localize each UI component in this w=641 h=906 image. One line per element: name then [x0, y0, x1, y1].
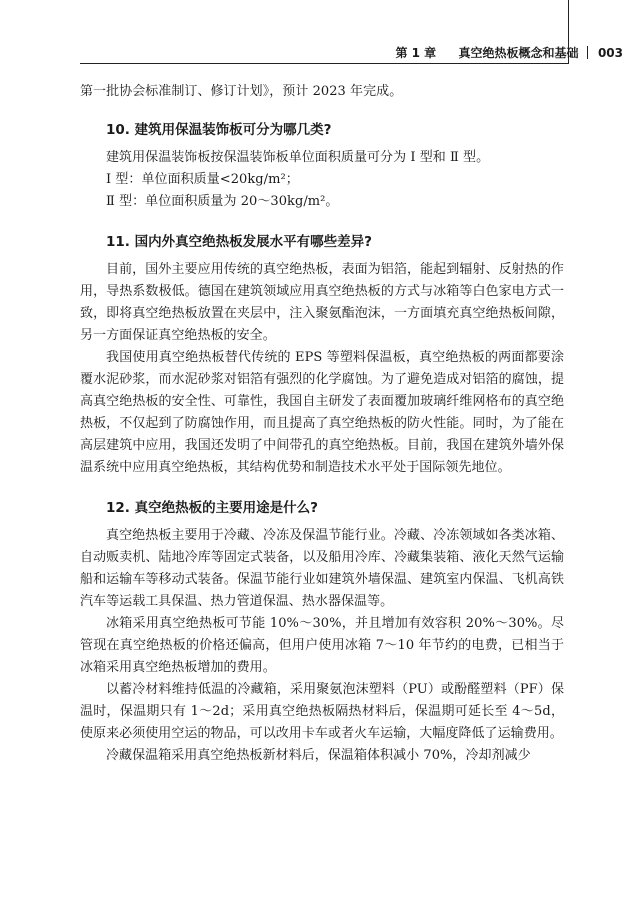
question-10-heading: 10. 建筑用保温装饰板可分为哪几类?: [106, 122, 332, 138]
header-separator: [587, 46, 588, 59]
continued-paragraph: 第一批协会标准制订、修订计划》，预计 2023 年完成。: [80, 84, 403, 99]
running-header: [395, 44, 623, 61]
page-body: [80, 81, 564, 767]
q12-paragraph-1: 真空绝热板主要用于冷藏、冷冻及保温节能行业。冷藏、冷冻领域如各类冰箱、自动贩卖机、陆地冷库等固定式装备，以及船用冷库、冷藏集装箱、液化天然气运输船和运输车等移动式装备。保温节能行业如建筑外墙保温、建筑室内保温、飞机高铁汽车等运载工具保温、热力管道保温、热水器保温等。: [80, 528, 564, 609]
chapter-title: 真空绝热板概念和基础: [458, 46, 579, 60]
q11-paragraph-1: 目前，国外主要应用传统的真空绝热板，表面为铝箔，能起到辐射、反射热的作用，导热系数极低。德国在建筑领域应用真空绝热板的方式与冰箱等白色家电方式一致，即将真空绝热板放置在夹层中，注入聚氨酯泡沫，一方面填充真空绝热板间隙，另一方面保证真空绝热板的安全。: [80, 262, 564, 343]
chapter-label: 第 1 章: [395, 46, 437, 60]
q10-type-2: Ⅱ 型：单位面积质量为 20～30kg/m²。: [106, 194, 339, 209]
q12-paragraph-4: 冷藏保温箱采用真空绝热板新材料后，保温箱体积减小 70%，冷却剂减少: [106, 748, 531, 763]
page-number: 003: [597, 46, 623, 60]
question-12-heading: 12. 真空绝热板的主要用途是什么?: [106, 500, 318, 516]
header-rule: [80, 63, 569, 64]
q10-type-1: Ⅰ 型：单位面积质量<20kg/m²；: [106, 172, 299, 187]
q10-intro: 建筑用保温装饰板按保温装饰板单位面积质量可分为 Ⅰ 型和 Ⅱ 型。: [106, 150, 490, 165]
question-11-heading: 11. 国内外真空绝热板发展水平有哪些差异?: [106, 234, 372, 250]
q11-paragraph-2: 我国使用真空绝热板替代传统的 EPS 等塑料保温板，真空绝热板的两面都要涂覆水泥砂浆，而水泥砂浆对铝箔有强烈的化学腐蚀。为了避免造成对铝箔的腐蚀，提高真空绝热板的安全性、可靠性，我国自主研发了表面覆加玻璃纤维网格布的真空绝热板，不仅起到了防腐蚀作用，而且提高了真空绝热板的防火性能。同时，为了能在高层建筑中应用，我国还发明了中间带孔的真空绝热板。目前，我国在建筑外墙外保温系统中应用真空绝热板，其结构优势和制造技术水平处于国际领先地位。: [80, 350, 564, 475]
q12-paragraph-3: 以蓄冷材料维持低温的冷藏箱，采用聚氨泡沫塑料（PU）或酚醛塑料（PF）保温时，保温期只有 1～2d；采用真空绝热板隔热材料后，保温期可延长至 4～5d，使原来必须使用空运的物品，可以改用卡车或者火车运输，大幅度降低了运输费用。: [80, 682, 564, 741]
q12-paragraph-2: 冰箱采用真空绝热板可节能 10%～30%，并且增加有效容积 20%～30%。尽管现在真空绝热板的价格还偏高，但用户使用冰箱 7～10 年节约的电费，已相当于冰箱采用真空绝热板增加的费用。: [80, 616, 564, 675]
